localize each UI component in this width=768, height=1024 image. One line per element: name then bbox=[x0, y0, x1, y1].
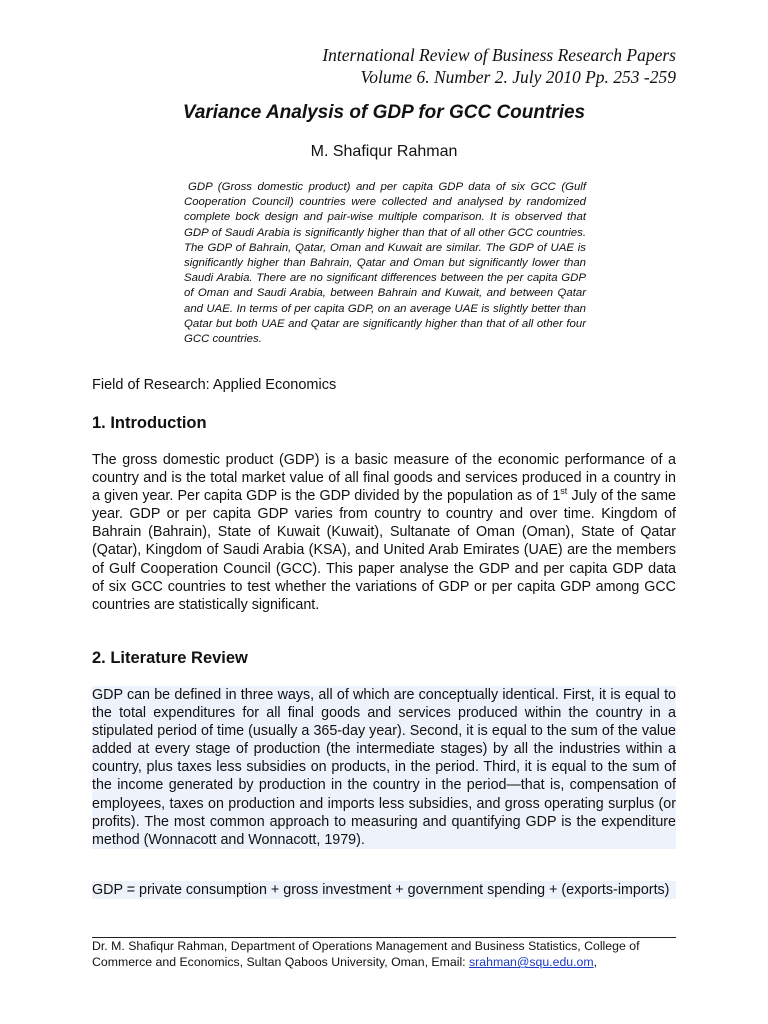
intro-superscript: st bbox=[560, 486, 568, 497]
intro-text-part1: The gross domestic product (GDP) is a basic measure of the economic performance of a country and is the total market value of all final goods and services produced in a country in a given year. Per capita GDP is the GDP divided by the population as of 1 bbox=[92, 452, 676, 505]
abstract-text: GDP (Gross domestic product) and per capita GDP data of six GCC (Gulf Cooperation Council) countries were collected and analysed by randomized complete bock design and pair-wise multiple comparison. It is observed that GDP of Saudi Arabia is significantly higher than that of all other GCC countries. The GDP of Bahrain, Qatar, Oman and Kuwait are similar. The GDP of UAE is significantly higher than Bahrain, Qatar and Oman but significantly lower than Saudi Arabia. There are no significant differences between the per capita GDP of Oman and Saudi Arabia, between Bahrain and Kuwait, and between Qatar and UAE. In terms of per capita GDP, on an average UAE is slightly better than Qatar but both UAE and Qatar are significantly higher than that of all other four GCC countries. bbox=[184, 181, 586, 346]
journal-issue: Volume 6. Number 2. July 2010 Pp. 253 -259 bbox=[360, 67, 676, 87]
abstract bbox=[184, 180, 586, 347]
section-heading-introduction: 1. Introduction bbox=[92, 414, 207, 432]
gdp-equation: GDP = private consumption + gross investment + government spending + (exports-imports) bbox=[92, 881, 676, 899]
field-of-research: Field of Research: Applied Economics bbox=[92, 377, 337, 393]
paper-title: Variance Analysis of GDP for GCC Countries bbox=[182, 102, 586, 123]
author-email-link[interactable]: srahman@squ.edu.om bbox=[469, 955, 594, 969]
footnote-text: Dr. M. Shafiqur Rahman, Department of Operations Management and Business Statistics, College of Commerce and Economics, Sultan Qaboos University, Oman, Email: bbox=[92, 939, 640, 969]
intro-text-part2: July of the same year. GDP or per capita GDP varies from country to country and over time. Kingdom of Bahrain (Bahrain), State of Kuwait (Kuwait), Sultanate of Oman (Oman), State of Qatar (Qatar), Kingdom of Saudi Arabia (KSA), and United Arab Emirates (UAE) are the members of Gulf Cooperation Council (GCC). This paper analyse the GDP and per capita GDP data of six GCC countries to test whether the variations of GDP or per capita GDP among GCC countries are statistically significant. bbox=[92, 488, 676, 613]
paper-author: M. Shafiqur Rahman bbox=[310, 143, 458, 160]
footnote-trailing: , bbox=[593, 955, 598, 969]
section-heading-literature-review: 2. Literature Review bbox=[92, 649, 248, 667]
journal-name: International Review of Business Research Papers bbox=[322, 45, 676, 65]
author-footnote bbox=[92, 938, 680, 970]
introduction-paragraph bbox=[92, 451, 676, 614]
journal-header bbox=[322, 44, 676, 88]
literature-paragraph: GDP can be defined in three ways, all of which are conceptually identical. First, it is equal to the total expenditures for all final goods and services produced within the country in a stipulated period of time (usually a 365-day year). Second, it is equal to the sum of the value added at every stage of production (the intermediate stages) by all the industries within a country, plus taxes less subsidies on products, in the period. Third, it is equal to the sum of the income generated by production in the country in the period—that is, compensation of employees, taxes on production and imports less subsidies, and gross operating surplus (or profits). The most common approach to measuring and quantifying GDP is the expenditure method (Wonnacott and Wonnacott, 1979). bbox=[92, 687, 676, 848]
